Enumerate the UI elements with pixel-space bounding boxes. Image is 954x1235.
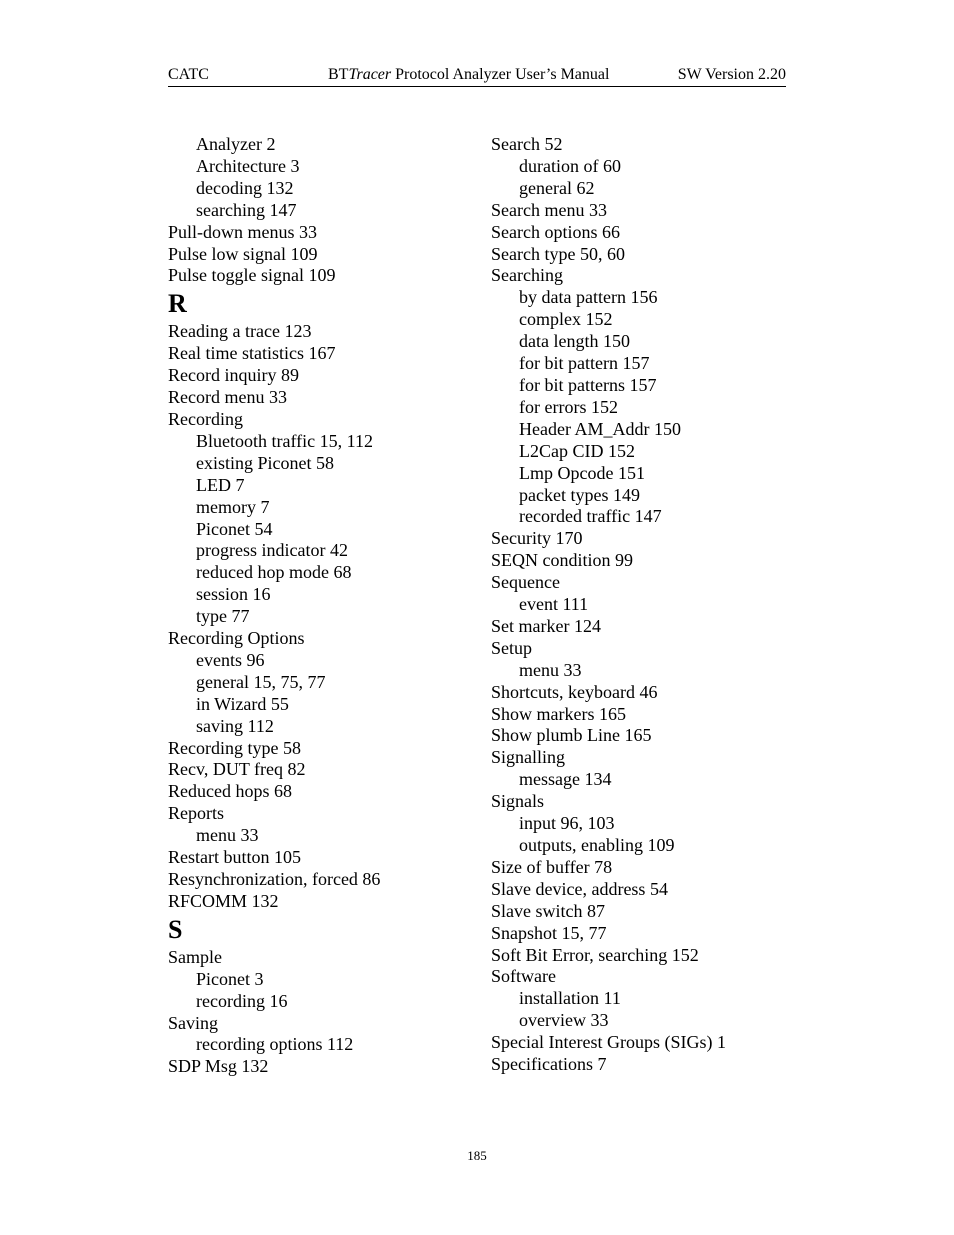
- index-entry: Soft Bit Error, searching 152: [491, 944, 699, 965]
- index-subentry: Piconet 54: [196, 518, 273, 539]
- index-entry: Reading a trace 123: [168, 321, 312, 342]
- index-subentry: L2Cap CID 152: [519, 440, 635, 461]
- index-entry: Search menu 33: [491, 199, 607, 220]
- index-entry: Real time statistics 167: [168, 343, 336, 364]
- index-subentry: Piconet 3: [196, 968, 264, 989]
- index-subentry: reduced hop mode 68: [196, 562, 352, 583]
- index-subentry: recorded traffic 147: [519, 506, 662, 527]
- index-subentry: Bluetooth traffic 15, 112: [196, 430, 373, 451]
- index-entry: Reduced hops 68: [168, 781, 292, 802]
- index-entry: Special Interest Groups (SIGs) 1: [491, 1032, 726, 1053]
- header-version: SW Version 2.20: [677, 66, 786, 83]
- index-entry: Sample: [168, 946, 222, 967]
- index-subentry: message 134: [519, 769, 612, 790]
- index-subentry: outputs, enabling 109: [519, 835, 675, 855]
- index-subentry: session 16: [196, 584, 271, 605]
- index-subentry: memory 7: [196, 496, 270, 517]
- index-entry: Shortcuts, keyboard 46: [491, 681, 658, 702]
- index-subentry: input 96, 103: [519, 813, 615, 834]
- index-subentry: existing Piconet 58: [196, 452, 334, 473]
- index-section-letter: R: [168, 289, 187, 319]
- index-subentry: Analyzer 2: [196, 134, 276, 154]
- index-subentry: decoding 132: [196, 177, 294, 198]
- index-subentry: by data pattern 156: [519, 287, 658, 308]
- index-subentry: Architecture 3: [196, 155, 300, 176]
- index-subentry: progress indicator 42: [196, 540, 348, 561]
- index-subentry: in Wizard 55: [196, 693, 289, 714]
- index-entry: Search options 66: [491, 221, 620, 242]
- index-entry: Specifications 7: [491, 1054, 607, 1075]
- index-entry: Pulse low signal 109: [168, 243, 318, 264]
- index-entry: Resynchronization, forced 86: [168, 869, 381, 889]
- index-entry: RFCOMM 132: [168, 890, 279, 911]
- index-entry: Signalling: [491, 747, 566, 768]
- index-subentry: complex 152: [519, 309, 613, 330]
- index-subentry: saving 112: [196, 715, 274, 736]
- index-subentry: installation 11: [519, 988, 621, 1009]
- index-entry: Security 170: [491, 528, 583, 549]
- header-manual-title: [328, 64, 609, 86]
- index-entry: Slave device, address 54: [491, 878, 668, 899]
- index-subentry: events 96: [196, 649, 265, 670]
- index-subentry: menu 33: [196, 825, 259, 846]
- index-entry: Reports: [168, 803, 224, 824]
- index-subentry: event 111: [519, 594, 589, 615]
- index-entry: Pull-down menus 33: [168, 221, 318, 242]
- index-column-right: [491, 134, 791, 1076]
- index-entry: Search type 50, 60: [491, 243, 625, 264]
- index-subentry: LED 7: [196, 474, 245, 495]
- index-entry: SEQN condition 99: [491, 550, 633, 571]
- header-company: CATC: [168, 66, 209, 83]
- index-entry: Restart button 105: [168, 847, 301, 868]
- index-subentry: for bit pattern 157: [519, 353, 650, 374]
- index-entry: Set marker 124: [491, 615, 601, 636]
- page-header: [168, 64, 786, 87]
- index-entry: Record menu 33: [168, 387, 287, 408]
- index-subentry: general 15, 75, 77: [196, 671, 326, 692]
- index-subentry: type 77: [196, 606, 250, 627]
- index-subentry: recording 16: [196, 990, 288, 1011]
- index-section-letter: S: [168, 914, 183, 944]
- index-entry: Software: [491, 966, 556, 987]
- index-subentry: for bit patterns 157: [519, 374, 657, 395]
- index-entry: Recording: [168, 408, 243, 429]
- index-subentry: for errors 152: [519, 396, 618, 417]
- index-entry: Snapshot 15, 77: [491, 922, 607, 943]
- index-entry: Record inquiry 89: [168, 365, 299, 386]
- index-entry: Recording Options: [168, 628, 305, 649]
- index-entry: Show plumb Line 165: [491, 725, 652, 746]
- index-entry: Size of buffer 78: [491, 856, 613, 877]
- index-entry: Recording type 58: [168, 737, 301, 758]
- index-entry: Sequence: [491, 572, 560, 593]
- index-subentry: searching 147: [196, 199, 297, 220]
- index-entry: Pulse toggle signal 109: [168, 265, 336, 286]
- index-subentry: menu 33: [519, 659, 582, 680]
- index-entry: Search 52: [491, 134, 563, 154]
- index-subentry: recording options 112: [196, 1034, 354, 1055]
- index-subentry: overview 33: [519, 1010, 609, 1031]
- index-entry: Setup: [491, 637, 533, 658]
- index-subentry: general 62: [519, 177, 595, 198]
- index-subentry: packet types 149: [519, 484, 640, 505]
- index-entry: Show markers 165: [491, 703, 626, 724]
- index-subentry: Header AM_Addr 150: [519, 418, 681, 439]
- index-entry: SDP Msg 132: [168, 1056, 269, 1077]
- header-title-suffix: Protocol Analyzer User’s Manual: [391, 66, 610, 83]
- index-column-left: [168, 134, 468, 1078]
- index-entry: Searching: [491, 265, 563, 286]
- header-title-prefix: BT: [328, 66, 349, 83]
- header-title-italic: Tracer: [348, 66, 392, 83]
- index-subentry: data length 150: [519, 331, 630, 352]
- page-number: 185: [467, 1148, 487, 1163]
- index-entry: Saving: [168, 1012, 219, 1033]
- index-entry: Slave switch 87: [491, 900, 605, 921]
- index-subentry: Lmp Opcode 151: [519, 462, 645, 483]
- index-subentry: duration of 60: [519, 155, 621, 176]
- index-entry: Recv, DUT freq 82: [168, 759, 306, 780]
- index-entry: Signals: [491, 791, 545, 812]
